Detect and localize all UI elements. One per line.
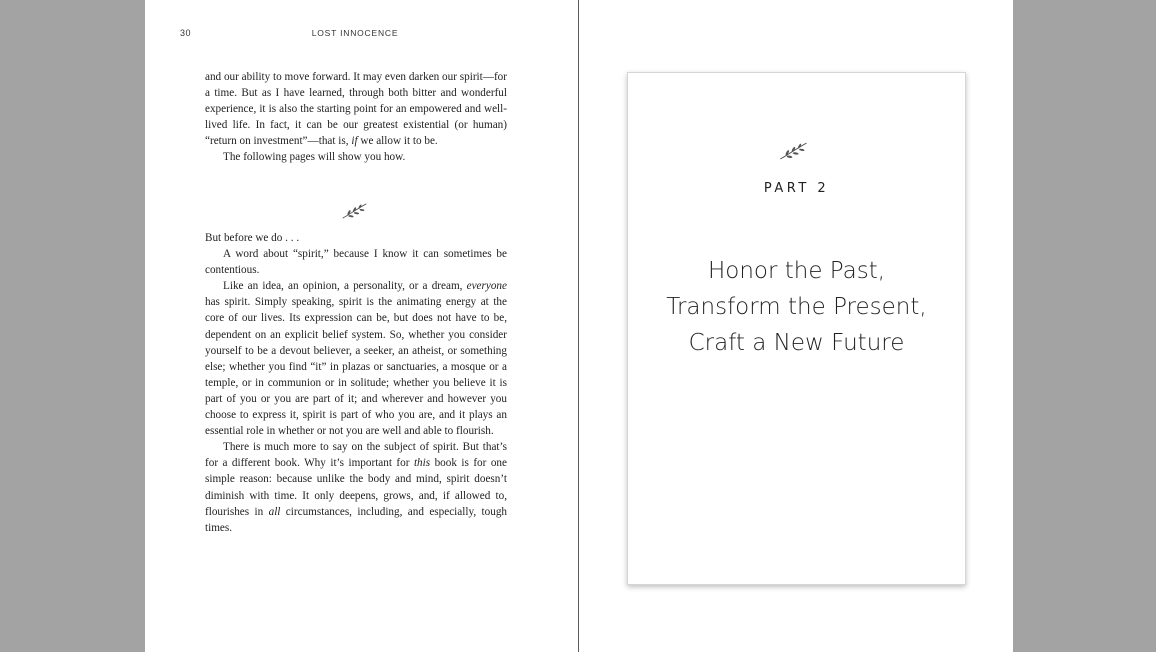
emphasis-text: everyone: [466, 280, 507, 293]
page-number: 30: [180, 28, 192, 38]
part-title-line: Honor the Past,: [707, 258, 886, 284]
sprig-icon: [779, 141, 809, 161]
right-page: [579, 0, 1013, 652]
body-paragraph: and our ability to move forward. It may even darken our spirit—for a time. But as I have learned, through both bitter and wonderful experience, it is also the starting point for an empowered and well-lived life. In fact, it can be our greatest existential (or human) “return on investment”—that is, if we allow it to be.: [205, 71, 507, 148]
part-label: PART 2: [763, 181, 830, 196]
body-paragraph: Like an idea, an opinion, a personality, or a dream, everyone has spirit. Simply speaking, spirit is the animating energy at the core of our lives. Its expression can be, but does not have to be, dependent on an explicit belief system. So, whether you consider yourself to be a devout believer, a seeker, an atheist, or something else; whether you find “it” in plazas or sanctuaries, a mosque or a temple, or in communion or in solitude; whether you believe it is part of you or you are part of it; and wherever and however you choose to express it, spirit is part of who you are, and it plays an essential role in whether or not you are well and able to flourish.: [205, 280, 507, 438]
body-text-top: [205, 69, 507, 166]
left-page: [145, 0, 578, 652]
sprig-icon: [342, 202, 368, 220]
emphasis-text: all: [268, 505, 281, 518]
book-spread: [145, 0, 1013, 652]
body-paragraph: A word about “spirit,” because I know it can sometimes be contentious.: [205, 248, 507, 277]
emphasis-text: this: [413, 457, 431, 470]
running-head: LOST INNOCENCE: [311, 28, 399, 38]
body-paragraph: There is much more to say on the subject of spirit. But that’s for a different book. Why it’s important for this book is for one simple reason: because unlike the body and mind, spirit doesn’t diminish with time. It only deepens, grows, and, if allowed to, flourishes in all circumstances, including, and especially, tough times.: [205, 441, 508, 534]
part-title-line: Transform the Present,: [666, 294, 927, 320]
body-text-bottom: [205, 230, 507, 536]
part-title-card: [627, 72, 966, 585]
body-paragraph: But before we do . . .: [205, 232, 300, 244]
part-title-line: Craft a New Future: [688, 330, 905, 356]
body-paragraph: The following pages will show you how.: [223, 151, 406, 164]
part-title: [628, 253, 965, 361]
emphasis-text: if: [351, 135, 358, 148]
